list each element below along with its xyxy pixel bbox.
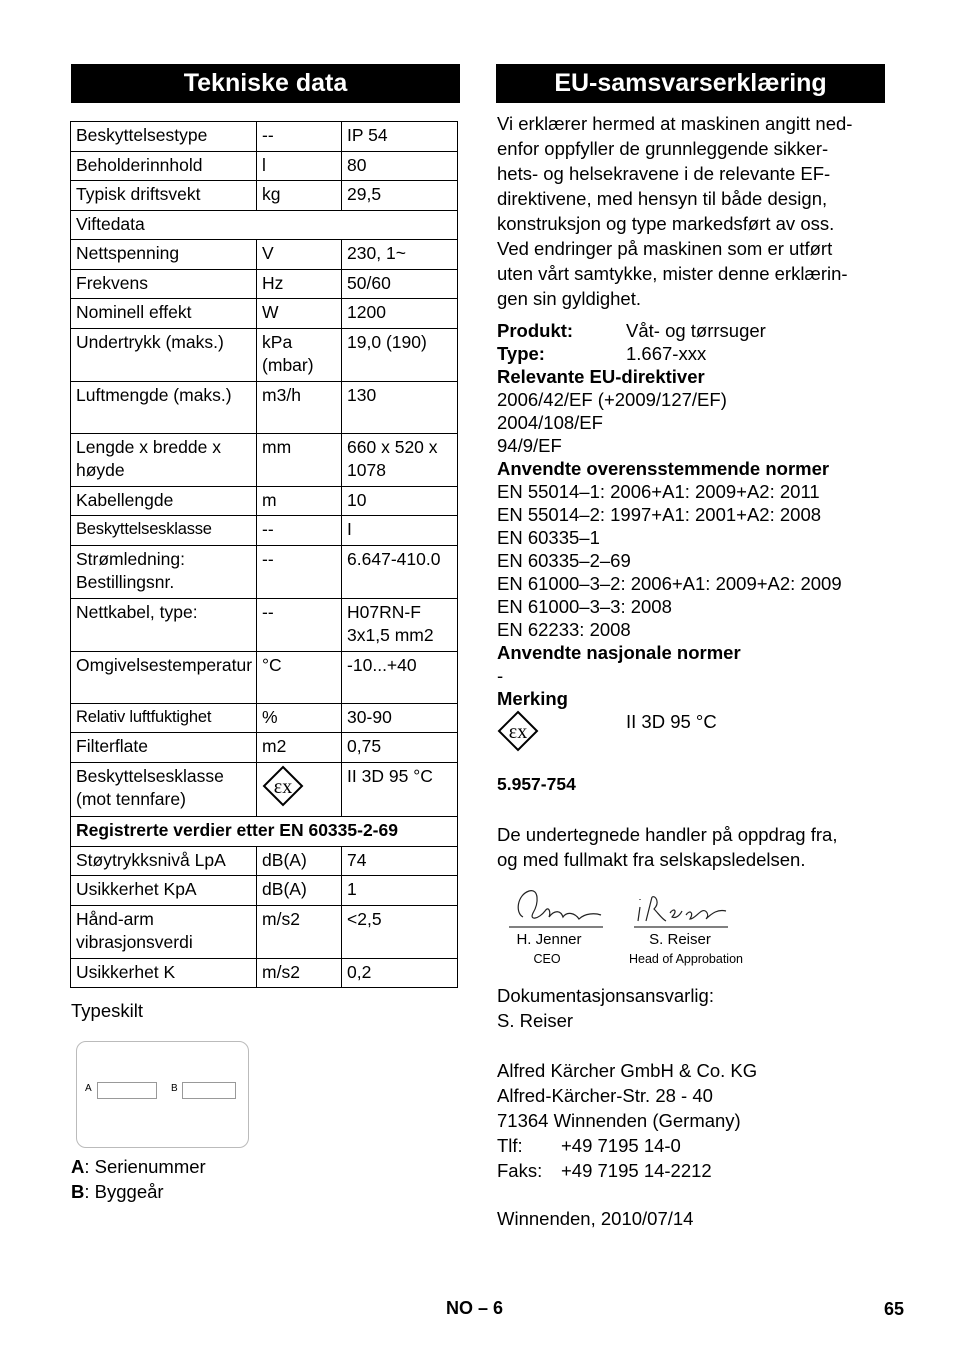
table-row: Støytrykksnivå LpA dB(A) 74: [71, 846, 458, 876]
plate-a-label: A: [85, 1083, 92, 1094]
svg-text:εx: εx: [273, 775, 293, 798]
ex-icon: [262, 765, 304, 807]
typeplate-image: [76, 1041, 249, 1148]
table-row: Hånd-arm vibrasjonsverdi m/s2 <2,5: [71, 905, 458, 958]
tech-data-heading: Tekniske data: [71, 64, 460, 103]
table-row: Beskyttelsesklasse (mot tennfare) εx II 3D 95 °C: [71, 762, 458, 817]
section-marker: NO – 6: [446, 1298, 504, 1318]
table-row: Nettkabel, type: -- H07RN-F 3x1,5 mm2: [71, 598, 458, 651]
table-row: Relativ luftfuktighet % 30-90: [71, 703, 458, 733]
table-row: Beskyttelsestype -- IP 54: [71, 122, 458, 152]
table-row: Luftmengde (maks.) m3/h 130: [71, 381, 458, 433]
typeplate-label: Typeskilt: [71, 1000, 143, 1021]
document-number: 5.957-754: [497, 774, 576, 794]
documentation-responsible: Dokumentasjonsansvarlig: S. Reiser: [497, 985, 714, 1031]
typeplate-legend: A: Serienummer B: Byggeår: [71, 1156, 206, 1202]
table-row: Usikkerhet K m/s2 0,2: [71, 958, 458, 988]
ex-icon: [497, 710, 539, 752]
plate-field-b: [182, 1082, 236, 1099]
signature-jenner: [505, 883, 605, 933]
table-row: Strømledning: Bestillingsnr. -- 6.647-410.0: [71, 545, 458, 598]
plate-b-label: B: [171, 1083, 178, 1094]
svg-text:εx: εx: [508, 721, 528, 743]
table-row: Omgivelsestemperatur °C -10...+40: [71, 651, 458, 703]
table-row: Lengde x bredde x høyde mm 660 x 520 x 1078: [71, 433, 458, 486]
page-number: 65: [884, 1299, 905, 1319]
signature-reiser: [632, 883, 732, 933]
table-row: Frekvens Hz 50/60: [71, 269, 458, 299]
table-row: Nettspenning V 230, 1~: [71, 240, 458, 270]
signer2-name: S. Reiser: [649, 931, 711, 948]
eu-declaration-heading: EU-samsvarserklæring: [496, 64, 885, 103]
declaration-intro: Vi erklærer hermed at maskinen angitt ned- enfor oppfyller de grunnleggende sikker- hets- og helsekravene i de relevante EF- direktivene, med hensyn til både design, konstruksjon og type markedsført av oss. Ved endringer på maskinen som er utført uten vårt samtykke, mister denne erklærin- gen sin gyldighet.: [497, 113, 853, 309]
place-date: Winnenden, 2010/07/14: [497, 1208, 694, 1229]
signer1-name: H. Jenner: [516, 931, 582, 948]
declaration-details: Produkt: Våt- og tørrsuger Type: 1.667-xxx Relevante EU-direktiver 2006/42/EF (+2009/127/EF) 2004/108/EF 94/9/EF Anvendte overensstemmende normer EN 55014–1: 2006+A1: 2009+A2: 2011 EN 55014–2: 1997+A1: 2001+A2: 2008 EN 60335–1 EN 60335–2–69 EN 61000–3–2: 2006+A1: 2009+A2: 2009 EN 61000–3–3: 2008 EN 62233: 2008 Anvendte nasjonale normer - Merking εx II 3D 95 °C: [497, 319, 897, 756]
table-row: Typisk driftsvekt kg 29,5: [71, 181, 458, 211]
table-row: Beskyttelsesklasse -- I: [71, 516, 458, 546]
tech-data-table: [70, 121, 458, 988]
table-row: Beholderinnhold l 80: [71, 151, 458, 181]
table-row: Kabellengde m 10: [71, 486, 458, 516]
table-row: Viftedata: [71, 210, 458, 240]
table-row: Usikkerhet KpA dB(A) 1: [71, 876, 458, 906]
table-row: Registrerte verdier etter EN 60335-2-69: [71, 817, 458, 847]
company-address: Alfred Kärcher GmbH & Co. KG Alfred-Kärcher-Str. 28 - 40 71364 Winnenden (Germany) Tlf: +49 7195 14-0 Faks: +49 7195 14-2212: [497, 1060, 758, 1181]
plate-field-a: [97, 1082, 157, 1099]
signer1-title: CEO: [533, 952, 561, 966]
table-row: Filterflate m2 0,75: [71, 733, 458, 763]
signer2-title: Head of Approbation: [629, 952, 743, 966]
table-row: Nominell effekt W 1200: [71, 299, 458, 329]
table-row: Undertrykk (maks.) kPa (mbar) 19,0 (190): [71, 328, 458, 381]
signatory-statement: De undertegnede handler på oppdrag fra, og med fullmakt fra selskapsledelsen.: [497, 824, 838, 870]
